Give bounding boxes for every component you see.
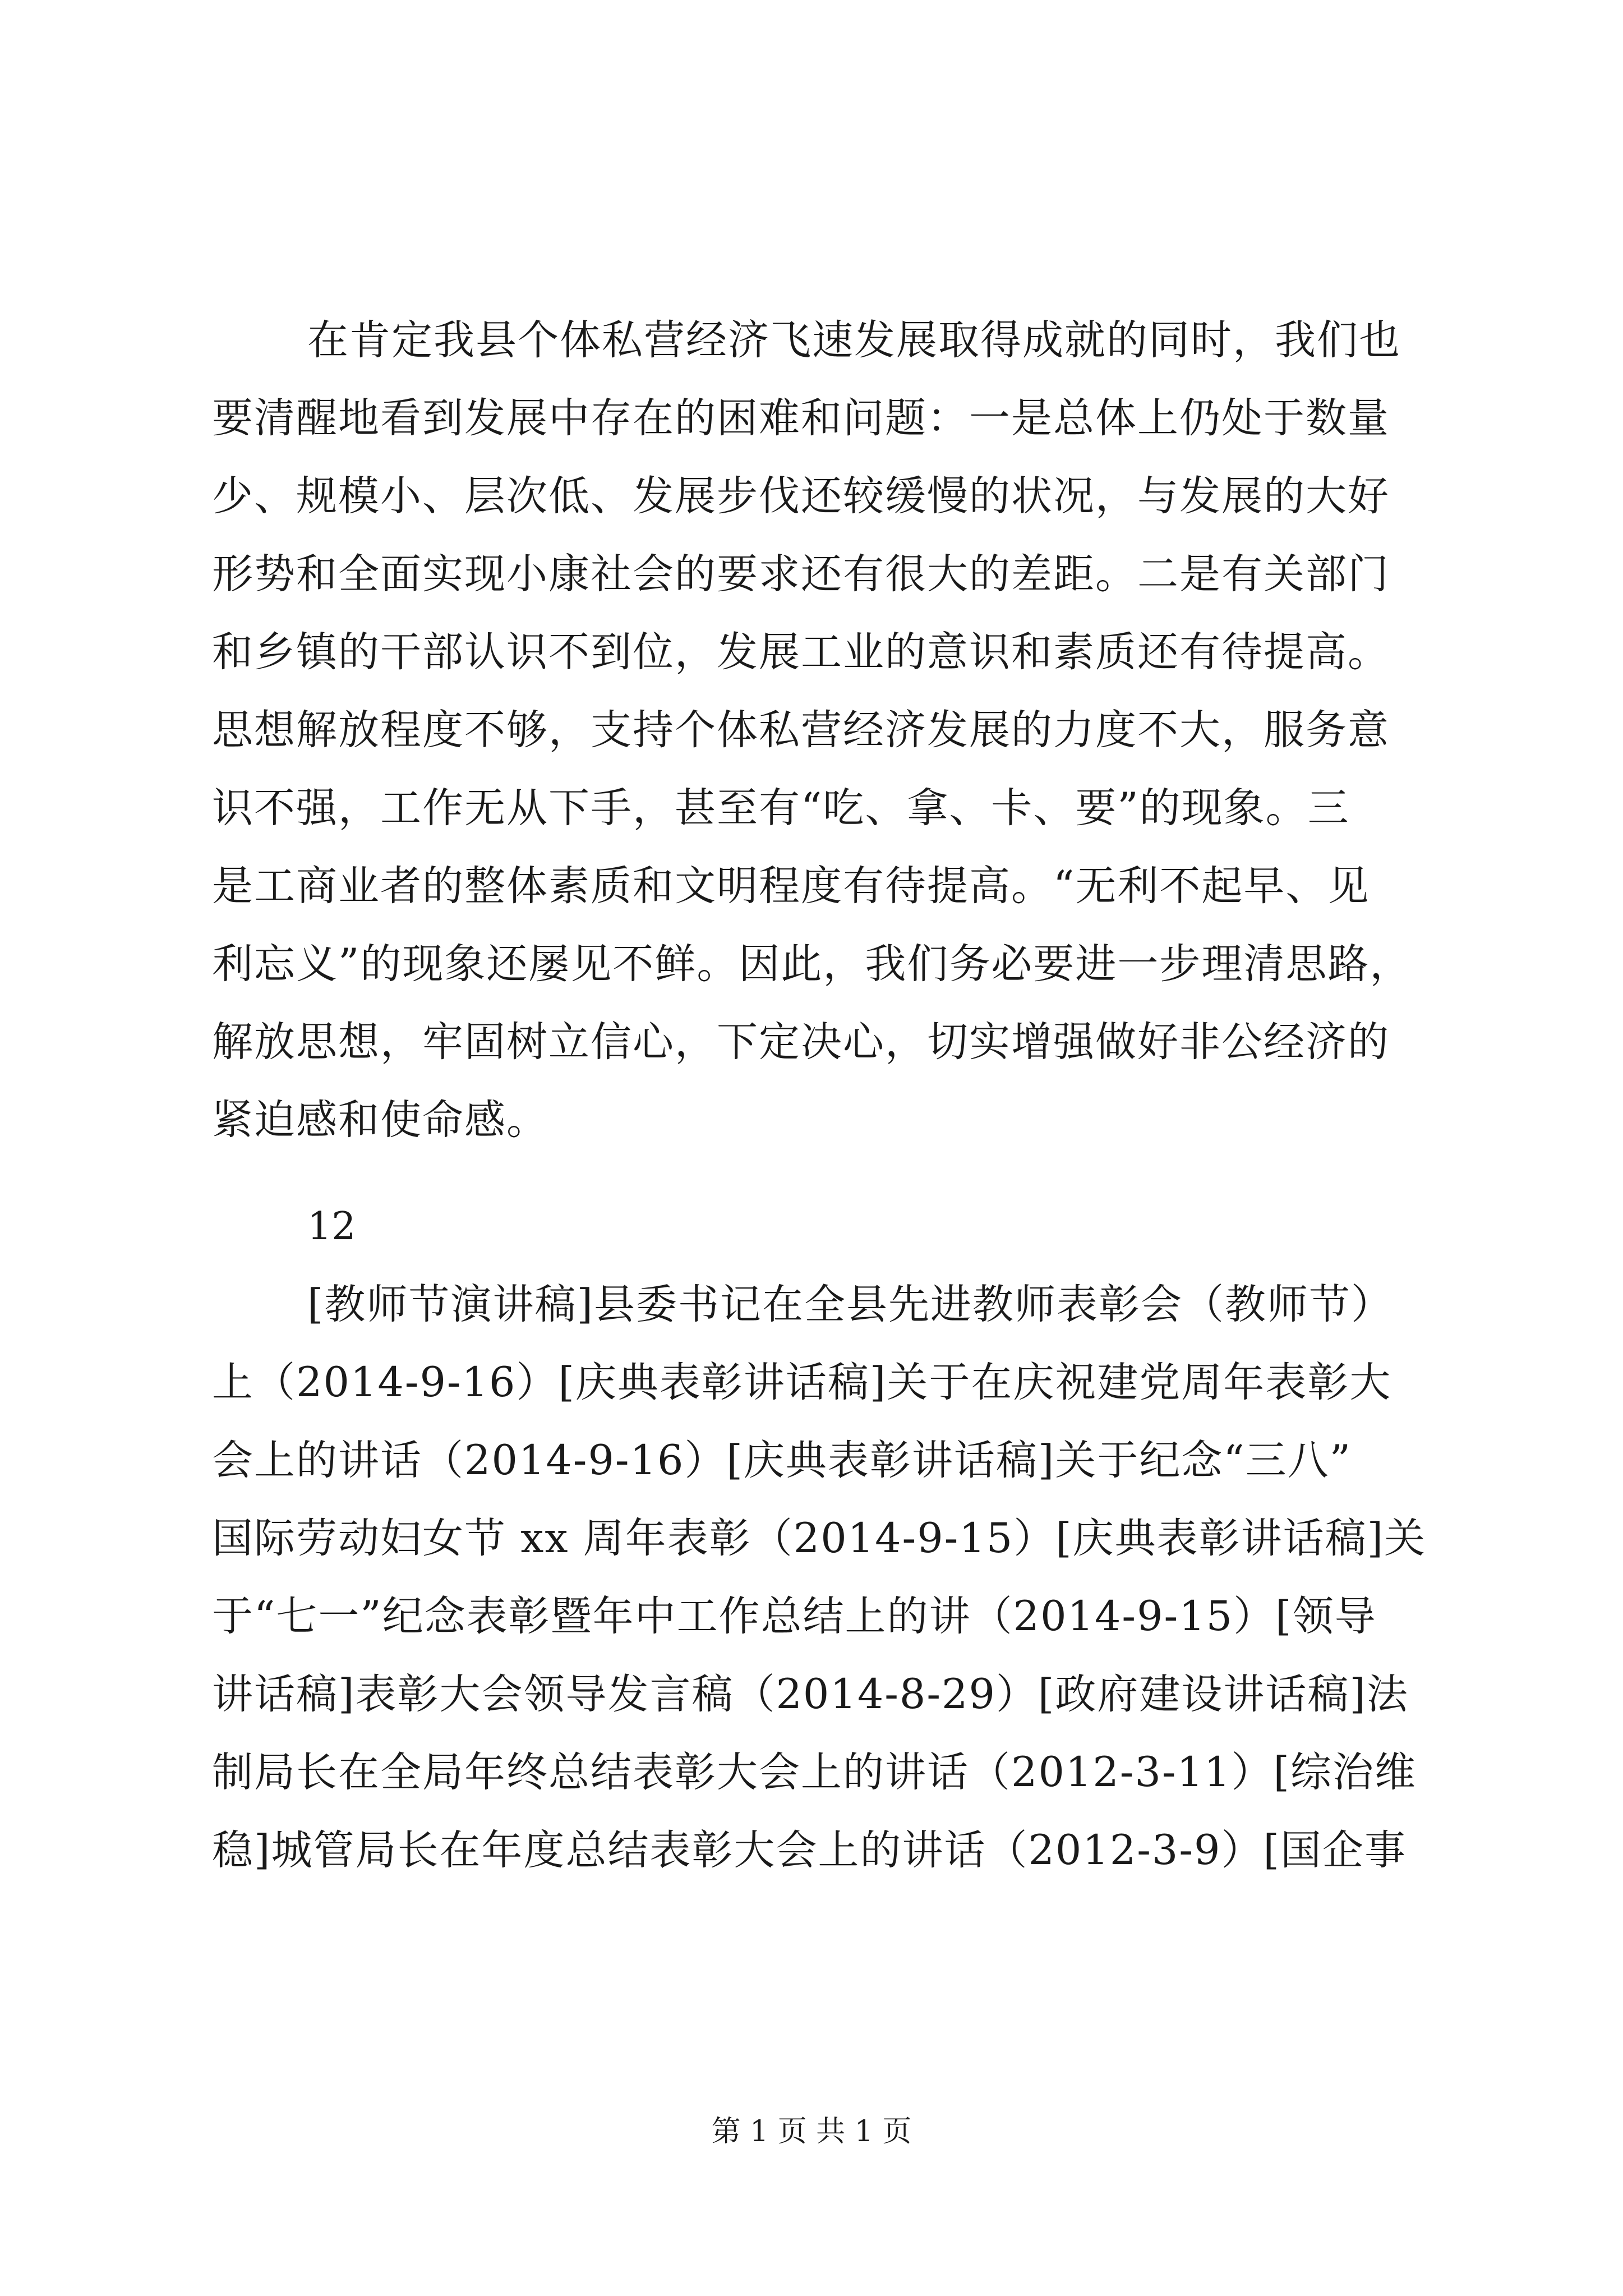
paragraph-1-line: 和乡镇的干部认识不到位，发展工业的意识和素质还有待提高。	[212, 628, 1390, 676]
paragraph-1-line: 紧迫感和使命感。	[212, 1096, 548, 1144]
paragraph-1-line: 识不强，工作无从下手，甚至有“吃、拿、卡、要”的现象。三	[212, 784, 1350, 832]
paragraph-2-line: 制局长在全局年终总结表彰大会上的讲话（2012-3-11）[综治维	[212, 1749, 1417, 1796]
paragraph-1-line: 解放思想，牢固树立信心，下定决心，切实增强做好非公经济的	[212, 1018, 1390, 1066]
paragraph-1-line: 是工商业者的整体素质和文明程度有待提高。“无利不起早、见	[212, 862, 1370, 910]
paragraph-2-line: [教师节演讲稿]县委书记在全县先进教师表彰会（教师节）	[307, 1281, 1393, 1328]
paragraph-2-line: 国际劳动妇女节 xx 周年表彰（2014-9-15）[庆典表彰讲话稿]关	[212, 1515, 1427, 1562]
paragraph-1-line: 在肯定我县个体私营经济飞速发展取得成就的同时，我们也	[307, 316, 1401, 364]
paragraph-1-line: 要清醒地看到发展中存在的困难和问题：一是总体上仍处于数量	[212, 394, 1390, 442]
paragraph-2-line: 上（2014-9-16）[庆典表彰讲话稿]关于在庆祝建党周年表彰大	[212, 1359, 1392, 1406]
number-line: 12	[307, 1204, 356, 1249]
paragraph-2-line: 稳]城管局长在年度总结表彰大会上的讲话（2012-3-9）[国企事	[212, 1826, 1407, 1874]
paragraph-2-line: 会上的讲话（2014-9-16）[庆典表彰讲话稿]关于纪念“三八”	[212, 1437, 1352, 1484]
paragraph-1-line: 利忘义”的现象还屡见不鲜。因此，我们务必要进一步理清思路，	[212, 940, 1412, 988]
paragraph-2-line: 于“七一”纪念表彰暨年中工作总结上的讲（2014-9-15）[领导	[212, 1593, 1377, 1640]
paragraph-1-line: 形势和全面实现小康社会的要求还有很大的差距。二是有关部门	[212, 550, 1390, 598]
paragraph-1-line: 少、规模小、层次低、发展步伐还较缓慢的状况，与发展的大好	[212, 472, 1390, 520]
page-footer: 第 1 页 共 1 页	[711, 2115, 912, 2148]
paragraph-1-line: 思想解放程度不够，支持个体私营经济发展的力度不大，服务意	[212, 706, 1390, 754]
paragraph-2-line: 讲话稿]表彰大会领导发言稿（2014-8-29）[政府建设讲话稿]法	[212, 1671, 1409, 1718]
